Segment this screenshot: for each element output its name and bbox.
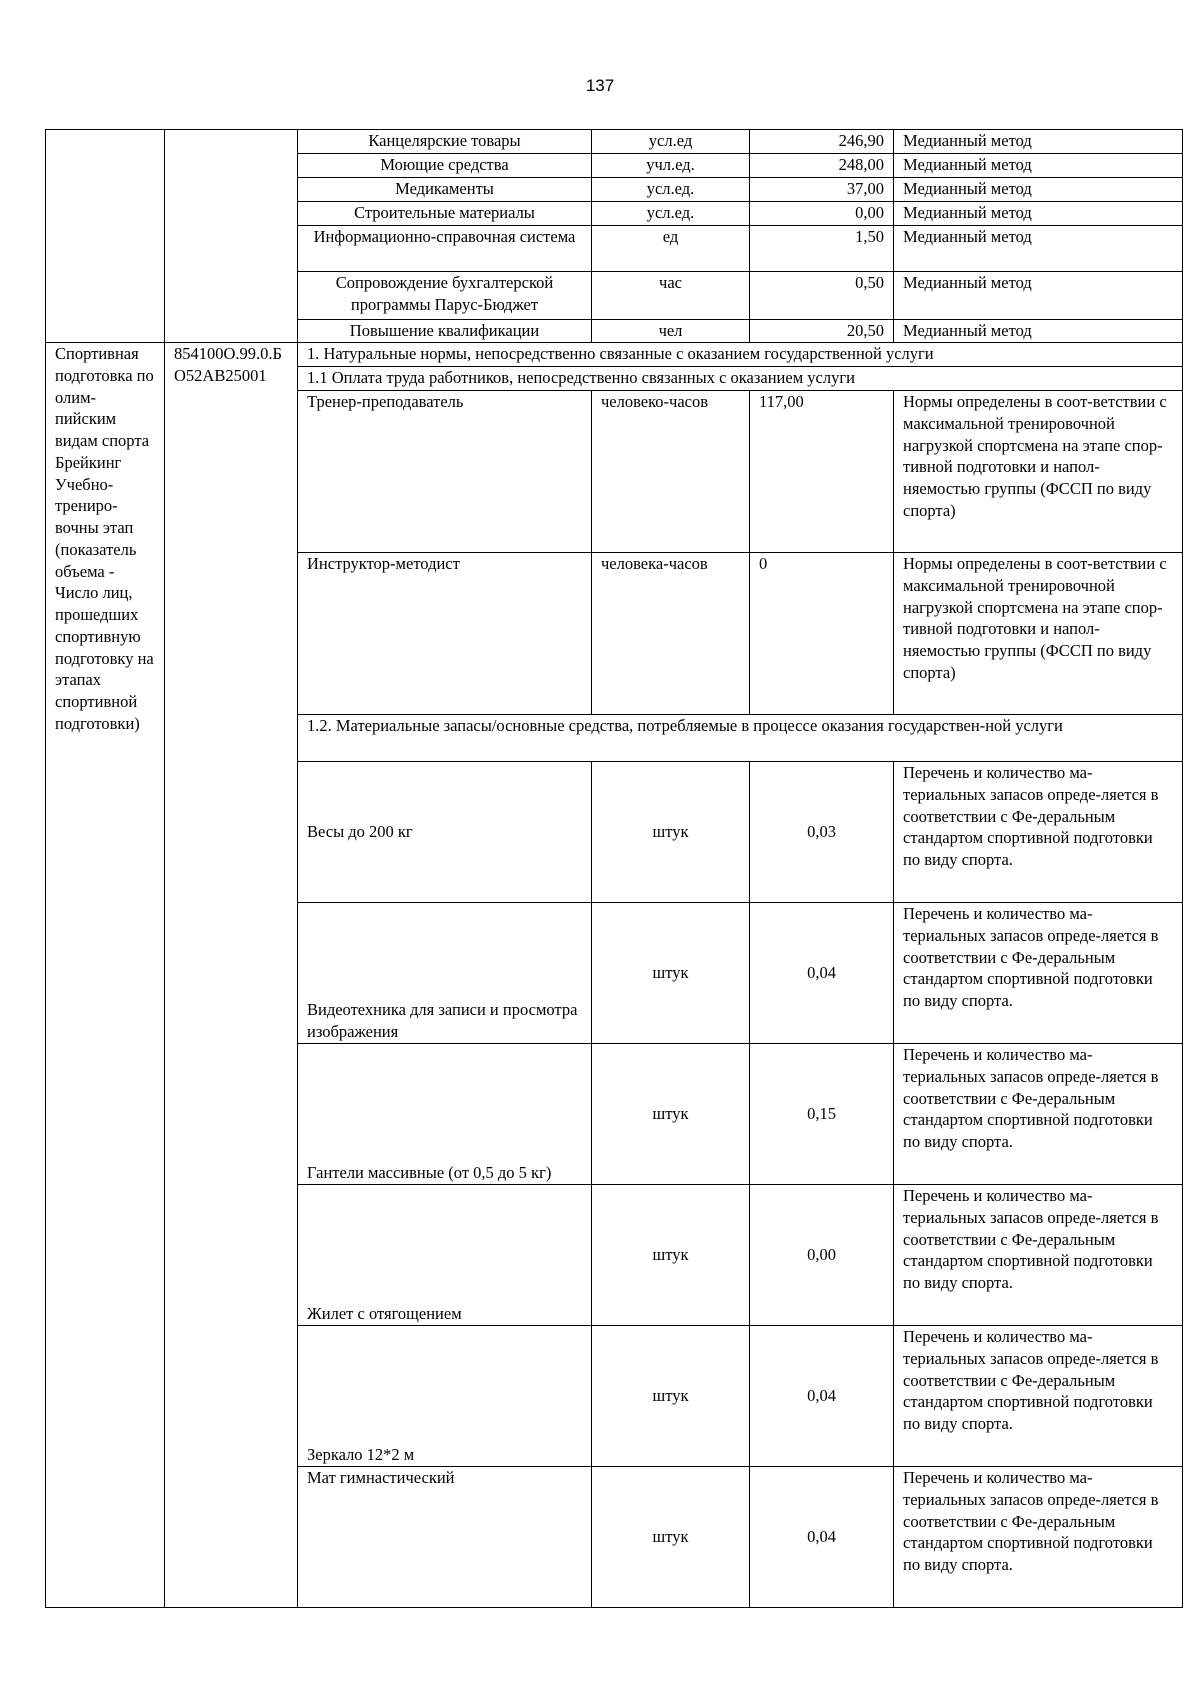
item-unit: час	[592, 272, 750, 320]
material-unit: штук	[592, 1044, 750, 1185]
material-unit: штук	[592, 903, 750, 1044]
material-name: Зеркало 12*2 м	[298, 1326, 592, 1467]
material-note: Перечень и количество ма-териальных запасов опреде-ляется в соответствии с Фе-деральным стандартом спортивной подготовки по виду спорта.	[894, 1467, 1183, 1608]
item-name: Повышение квалификации	[298, 320, 592, 343]
material-name: Весы до 200 кг	[298, 762, 592, 903]
section-1-1-title: 1.1 Оплата труда работников, непосредственно связанных с оказанием услуги	[298, 367, 1183, 391]
item-method: Медианный метод	[894, 130, 1183, 154]
blank-service-cell	[46, 130, 165, 343]
labor-name: Тренер-преподаватель	[298, 391, 592, 553]
material-unit: штук	[592, 1326, 750, 1467]
material-name: Мат гимнастический	[298, 1467, 592, 1608]
material-note: Перечень и количество ма-териальных запасов опреде-ляется в соответствии с Фе-деральным стандартом спортивной подготовки по виду спорта.	[894, 1326, 1183, 1467]
item-value: 37,00	[750, 178, 894, 202]
material-note: Перечень и количество ма-териальных запасов опреде-ляется в соответствии с Фе-деральным стандартом спортивной подготовки по виду спорта.	[894, 762, 1183, 903]
item-method: Медианный метод	[894, 226, 1183, 272]
item-method: Медианный метод	[894, 154, 1183, 178]
item-value: 248,00	[750, 154, 894, 178]
item-value: 246,90	[750, 130, 894, 154]
item-name: Медикаменты	[298, 178, 592, 202]
item-method: Медианный метод	[894, 178, 1183, 202]
service-code: 854100О.99.0.БО52АВ25001	[165, 343, 298, 1608]
material-name: Гантели массивные (от 0,5 до 5 кг)	[298, 1044, 592, 1185]
item-unit: усл.ед.	[592, 178, 750, 202]
section-1-title: 1. Натуральные нормы, непосредственно связанные с оказанием государственной услуги	[298, 343, 1183, 367]
item-name: Информационно-справочная система	[298, 226, 592, 272]
material-value: 0,04	[750, 1467, 894, 1608]
material-note: Перечень и количество ма-териальных запасов опреде-ляется в соответствии с Фе-деральным стандартом спортивной подготовки по виду спорта.	[894, 1185, 1183, 1326]
material-note: Перечень и количество ма-териальных запасов опреде-ляется в соответствии с Фе-деральным стандартом спортивной подготовки по виду спорта.	[894, 903, 1183, 1044]
material-value: 0,15	[750, 1044, 894, 1185]
labor-name: Инструктор-методист	[298, 553, 592, 715]
material-unit: штук	[592, 1467, 750, 1608]
material-unit: штук	[592, 1185, 750, 1326]
item-value: 20,50	[750, 320, 894, 343]
item-unit: усл.ед.	[592, 202, 750, 226]
item-name: Канцелярские товары	[298, 130, 592, 154]
item-name: Строительные материалы	[298, 202, 592, 226]
section-1-2-title: 1.2. Материальные запасы/основные средства, потребляемые в процессе оказания государствен-ной услуги	[298, 715, 1183, 762]
material-value: 0,04	[750, 903, 894, 1044]
labor-value: 117,00	[750, 391, 894, 553]
labor-unit: человека-часов	[592, 553, 750, 715]
item-name: Сопровождение бухгалтерской программы Парус-Бюджет	[298, 272, 592, 320]
labor-unit: человеко-часов	[592, 391, 750, 553]
material-name: Жилет с отягощением	[298, 1185, 592, 1326]
item-method: Медианный метод	[894, 320, 1183, 343]
item-method: Медианный метод	[894, 202, 1183, 226]
labor-note: Нормы определены в соот-ветствии с максимальной тренировочной нагрузкой спортсмена на этапе спор-тивной подготовки и напол-няемостью группы (ФССП по виду спорта)	[894, 391, 1183, 553]
norms-table	[45, 129, 1183, 1608]
item-unit: ед	[592, 226, 750, 272]
item-value: 1,50	[750, 226, 894, 272]
item-value: 0,50	[750, 272, 894, 320]
item-unit: чел	[592, 320, 750, 343]
item-unit: усл.ед	[592, 130, 750, 154]
labor-value: 0	[750, 553, 894, 715]
item-unit: учл.ед.	[592, 154, 750, 178]
page-number: 137	[585, 76, 615, 95]
blank-code-cell	[165, 130, 298, 343]
section-row	[46, 343, 1183, 367]
material-note: Перечень и количество ма-териальных запасов опреде-ляется в соответствии с Фе-деральным стандартом спортивной подготовки по виду спорта.	[894, 1044, 1183, 1185]
material-value: 0,03	[750, 762, 894, 903]
item-value: 0,00	[750, 202, 894, 226]
item-method: Медианный метод	[894, 272, 1183, 320]
material-value: 0,04	[750, 1326, 894, 1467]
item-name: Моющие средства	[298, 154, 592, 178]
top-row	[46, 130, 1183, 154]
labor-note: Нормы определены в соот-ветствии с максимальной тренировочной нагрузкой спортсмена на этапе спор-тивной подготовки и напол-няемостью группы (ФССП по виду спорта)	[894, 553, 1183, 715]
service-name: Спортивная подготовка по олим-пийским видам спорта Брейкинг Учебно-трениро-вочны этап (показатель объема - Число лиц, прошедших спортивную подготовку на этапах спортивной подготовки)	[46, 343, 165, 1608]
material-unit: штук	[592, 762, 750, 903]
material-value: 0,00	[750, 1185, 894, 1326]
material-name: Видеотехника для записи и просмотра изображения	[298, 903, 592, 1044]
